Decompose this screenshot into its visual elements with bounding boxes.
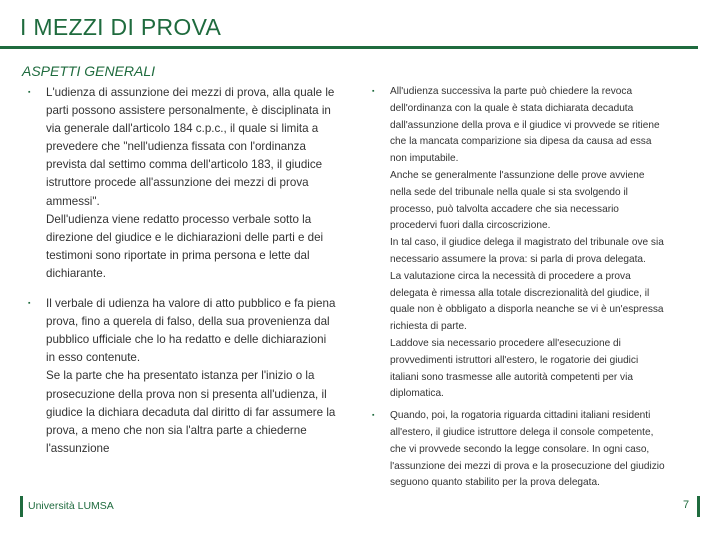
text-line: che la mancata comparizione sia dipesa da causa ad essa <box>390 136 652 148</box>
text-line: che vi provvede secondo la legge consolare. In ogni caso, <box>390 443 650 455</box>
bullet-text <box>46 84 353 283</box>
text-line: giudice la dichiara decaduta dal diritto di far assumere la <box>46 405 336 419</box>
text-line: direzione del giudice e le dichiarazioni delle parti e dei <box>46 230 324 244</box>
text-line: l'assunzione dei mezzi di prova e la prosecuzione del giudizio <box>390 460 665 472</box>
text-line: La valutazione circa la necessità di procedere a prova <box>390 270 631 282</box>
bullet-square-icon: ▪ <box>28 300 31 308</box>
text-line: quale non è obbligato a disporla neanche se vi è un'espressa <box>390 304 664 316</box>
left-column <box>28 84 353 458</box>
text-line: procedervi fuori dalla circoscrizione. <box>390 220 551 232</box>
text-line: richiesta di parte. <box>390 321 467 333</box>
text-line: ammessi". <box>46 194 100 208</box>
bullet-text <box>46 295 353 458</box>
text-line: dell'ordinanza con la quale è stata dichiarata decaduta <box>390 102 634 114</box>
slide-subtitle: ASPETTI GENERALI <box>22 63 156 79</box>
page-number: 7 <box>683 499 690 511</box>
text-line: delegata è rimessa alla totale discrezionalità del giudice, il <box>390 287 650 299</box>
bullet-square-icon: ▪ <box>372 88 375 95</box>
page-number-accent-bar <box>697 496 700 517</box>
footer-institution: Università LUMSA <box>28 500 114 512</box>
text-line: processo, può talvolta accadere che sia necessario <box>390 203 619 215</box>
footer-accent-bar <box>20 496 23 517</box>
title-divider <box>0 46 698 49</box>
text-line: in esso contenute. <box>46 351 141 365</box>
text-line: diplomatica. <box>390 388 444 400</box>
text-line: necessario assumere la prova: si parla di prova delegata. <box>390 253 646 265</box>
text-line: prova, fino a querela di falso, della sua provenienza dal <box>46 315 330 329</box>
bullet-square-icon: ▪ <box>372 412 375 420</box>
left-bullet-1 <box>28 84 353 283</box>
text-line: Quando, poi, la rogatoria riguarda cittadini italiani residenti <box>390 410 651 422</box>
text-line: dichiarante. <box>46 266 106 280</box>
text-line: Anche se generalmente l'assunzione delle prove avviene <box>390 169 645 181</box>
text-line: prevedere che "nell'udienza fissata con l'ordinanza <box>46 140 306 154</box>
text-line: parti possono assistere personalmente, è disciplinata in <box>46 104 331 118</box>
text-line: nella sede del tribunale nella quale si sta svolgendo il <box>390 186 628 198</box>
text-line: In tal caso, il giudice delega il magistrato del tribunale ove sia <box>390 237 664 249</box>
left-bullet-2 <box>28 295 353 458</box>
text-line: italiani sono trasmesse alle autorità competenti per via <box>390 371 633 383</box>
text-line: Laddove sia necessario procedere all'esecuzione di <box>390 337 621 349</box>
text-line: Dell'udienza viene redatto processo verbale sotto la <box>46 212 312 226</box>
text-line: L'udienza di assunzione dei mezzi di prova, alla quale le <box>46 86 335 99</box>
text-line: prova, a meno che non sia l'altra parte a chiederne <box>46 423 307 437</box>
text-line: testimoni sono riportate in prima persona e lette dal <box>46 248 310 262</box>
right-bullet-2 <box>372 408 702 492</box>
text-line: prosecuzione della prova non si presenta all'udienza, il <box>46 387 327 401</box>
text-line: l'assunzione <box>46 441 110 455</box>
text-line: non imputabile. <box>390 153 459 165</box>
right-bullet-1 <box>372 84 702 403</box>
text-line: dall'assunzione della prova e il giudice vi provvede se ritiene <box>390 119 660 131</box>
right-column <box>372 84 702 492</box>
text-line: istruttore procede all'assunzione dei mezzi di prova <box>46 176 309 190</box>
text-line: Se la parte che ha presentato istanza per l'inizio o la <box>46 369 315 383</box>
text-line: via generale dall'articolo 184 c.p.c., il quale si limita a <box>46 122 319 136</box>
text-line: provvedimenti istruttori all'estero, le rogatorie dei giudici <box>390 354 639 366</box>
bullet-square-icon: ▪ <box>28 89 31 96</box>
text-line: pubblico ufficiale che lo ha redatto e delle dichiarazioni <box>46 333 327 347</box>
text-line: All'udienza successiva la parte può chiedere la revoca <box>390 86 633 97</box>
text-line: seguono quanto stabilito per la prova delegata. <box>390 477 600 489</box>
text-line: Il verbale di udienza ha valore di atto pubblico e fa piena <box>46 297 336 311</box>
text-line: prevista dal settimo comma dell'articolo 183, il giudice <box>46 158 323 172</box>
bullet-text <box>390 84 702 403</box>
text-line: all'estero, il giudice istruttore delega il console competente, <box>390 426 654 438</box>
bullet-text <box>390 408 702 492</box>
slide-title: I MEZZI DI PROVA <box>20 14 222 40</box>
